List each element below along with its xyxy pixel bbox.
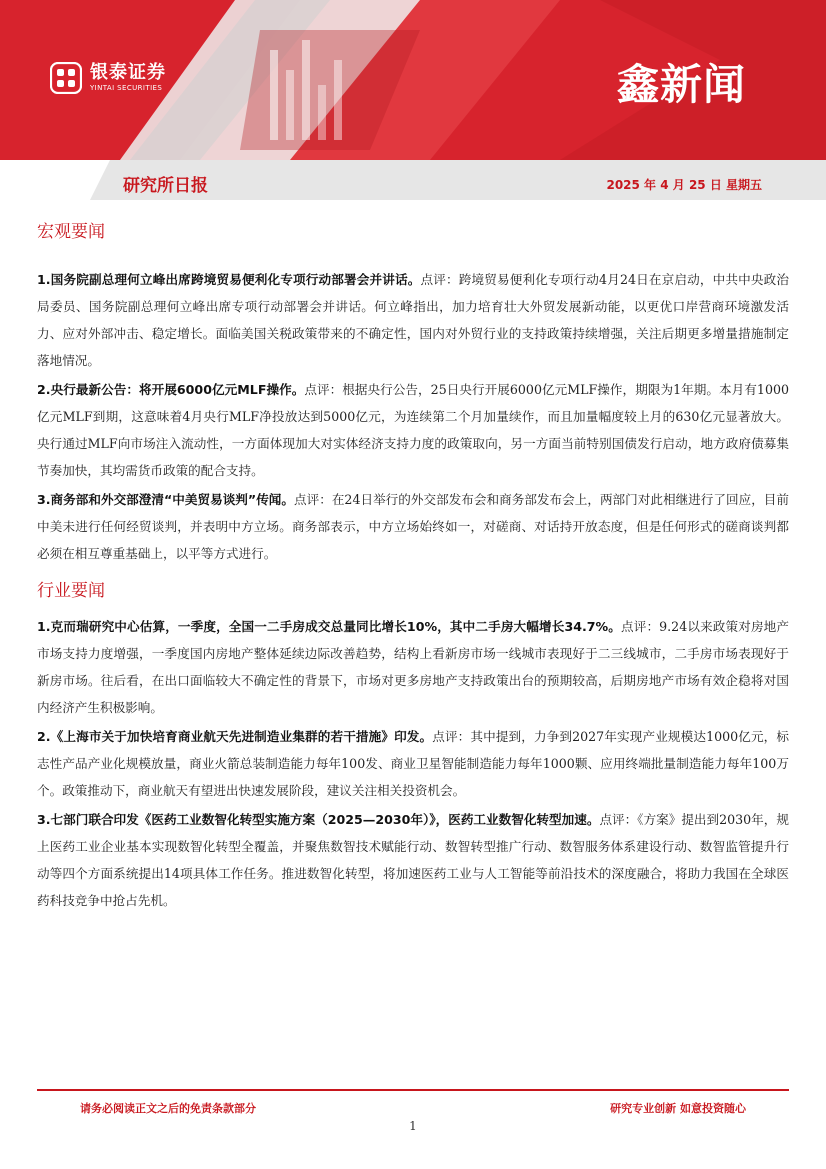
news-headline: 1.国务院副总理何立峰出席跨境贸易便利化专项行动部署会并讲话。 (37, 272, 421, 287)
news-headline: 3.七部门联合印发《医药工业数智化转型实施方案（2025—2030年）》，医药工业数智化转型加速。 (37, 812, 600, 827)
news-headline: 1.克而瑞研究中心估算，一季度，全国一二手房成交总量同比增长10%，其中二手房大幅增长34.7%。 (37, 619, 621, 634)
news-comment: 点评：在24日举行的外交部发布会和商务部发布会上，两部门对此相继进行了回应，目前中美未进行任何经贸谈判，并表明中方立场。商务部表示，中方立场始终如一，对磋商、对话持开放态度，但是任何形式的磋商谈判都必须在相互尊重基础上，以平等方式进行。 (37, 492, 789, 561)
brand-name-en: YINTAI SECURITIES (90, 84, 163, 92)
main-content (37, 218, 789, 916)
newsletter-title: 鑫新闻 (616, 60, 746, 109)
news-item (37, 266, 789, 374)
news-comment: 点评：其中提到，力争到2027年实现产业规模达1000亿元，标志性产品产业化规模放量，商业火箭总装制造能力每年100发、商业卫星智能制造能力每年1000颗、应用终端批量制造能力每年100万个。政策推动下，商业航天有望进出快速发展阶段，建议关注相关投资机会。 (37, 729, 789, 798)
report-date: 2025 年 4 月 25 日 星期五 (606, 178, 762, 192)
footer-slogan: 研究专业创新 如意投资随心 (610, 1102, 746, 1115)
company-logo (50, 62, 166, 94)
page-number: 1 (409, 1119, 417, 1133)
logo-mark-icon (50, 62, 82, 94)
news-comment: 点评：跨境贸易便利化专项行动4月24日在京启动，中共中央政治局委员、国务院副总理何立峰出席专项行动部署会并讲话。何立峰指出，加力培育壮大外贸发展新动能，以更优口岸营商环境激发活力、应对外部冲击、稳定增长。面临美国关税政策带来的不确定性，国内对外贸行业的支持政策持续增强，关注后期更多增量措施制定落地情况。 (37, 272, 790, 368)
disclaimer-notice: 请务必阅读正文之后的免责条款部分 (80, 1102, 256, 1115)
news-headline: 2.央行最新公告：将开展6000亿元MLF操作。 (37, 382, 305, 397)
report-header (0, 0, 826, 160)
report-title: 研究所日报 (123, 176, 208, 196)
news-comment: 点评：《方案》提出到2030年，规上医药工业企业基本实现数智化转型全覆盖，并聚焦数智技术赋能行动、数智转型推广行动、数智服务体系建设行动、数智监管提升行动等四个方面系统提出14项具体工作任务。推进数智化转型，将加速医药工业与人工智能等前沿技术的深度融合，将助力我国在全球医药科技竞争中抢占先机。 (37, 812, 789, 908)
news-item (37, 486, 789, 567)
news-comment: 点评：9.24以来政策对房地产市场支持力度增强，一季度国内房地产整体延续边际改善趋势，结构上看新房市场一线城市表现好于二三线城市，二手房市场表现好于新房市场。往后看，在出口面临较大不确定性的背景下，市场对更多房地产支持政策出台的预期较高，后期房地产市场有效企稳将对国内经济产生积极影响。 (37, 619, 789, 715)
section-title-industry: 行业要闻 (37, 581, 105, 601)
section-title-macro: 宏观要闻 (37, 222, 105, 242)
news-comment: 点评：根据央行公告，25日央行开展6000亿元MLF操作，期限为1年期。本月有1000亿元MLF到期，这意味着4月央行MLF净投放达到5000亿元，为连续第二个月加量续作，而且加量幅度较上月的630亿元显著放大。央行通过MLF向市场注入流动性，一方面体现加大对实体经济支持力度的政策取向，另一方面当前特别国债发行启动，地方政府债募集节奏加快，其均需货币政策的配合支持。 (37, 382, 789, 478)
news-headline: 3.商务部和外交部澄清“中美贸易谈判”传闻。 (37, 492, 295, 507)
news-headline: 2.《上海市关于加快培育商业航天先进制造业集群的若干措施》印发。 (37, 729, 433, 744)
footer-divider (37, 1089, 789, 1091)
brand-name-cn: 银泰证券 (90, 62, 166, 83)
news-item (37, 613, 789, 721)
news-item (37, 376, 789, 484)
news-item (37, 806, 789, 914)
news-item (37, 723, 789, 804)
